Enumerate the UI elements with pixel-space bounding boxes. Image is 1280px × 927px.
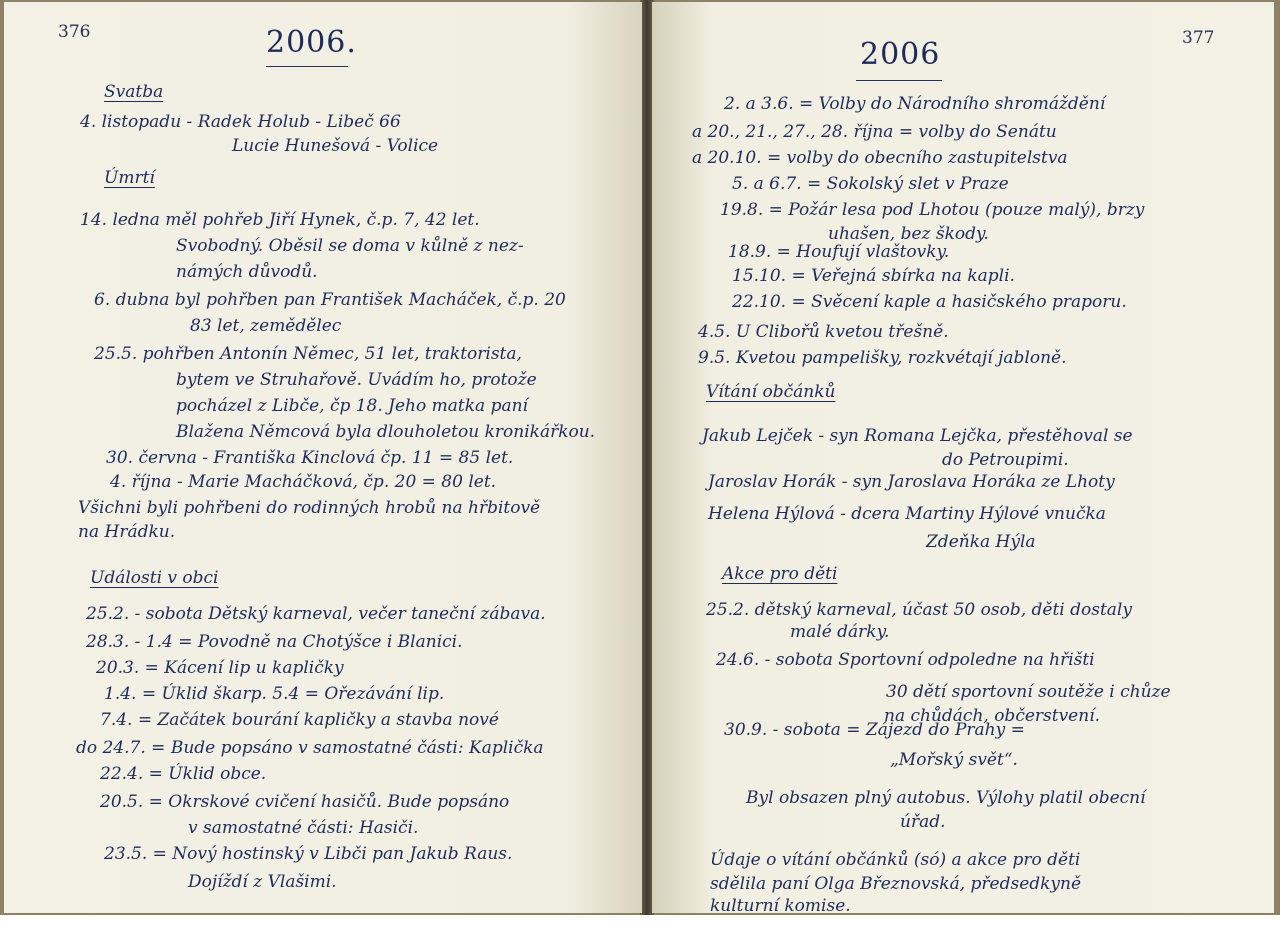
text-line: sdělila paní Olga Březnovská, předsedkyně [710,874,1082,894]
text-line: v samostatné části: Hasiči. [188,818,419,838]
text-line: 4.5. U Clibořů kvetou třešně. [698,322,949,342]
year-underline [856,80,942,81]
right-page [652,2,1274,913]
text-line: námých důvodů. [176,262,318,282]
text-line: „Mořský svět“. [890,750,1018,770]
page-number: 376 [58,22,91,42]
left-page [4,2,642,913]
text-line: 28.3. - 1.4 = Povodně na Chotýšce i Blanici. [86,632,463,652]
text-line: 30.9. - sobota = Zájezd do Prahy = [724,720,1025,740]
text-line: 15.10. = Veřejná sbírka na kapli. [732,266,1015,286]
text-line: úřad. [900,812,946,832]
text-line: uhašen, bez škody. [828,224,989,244]
page-number: 377 [1182,28,1215,48]
text-line: a 20., 21., 27., 28. října = volby do Senátu [692,122,1057,142]
text-line: 6. dubna byl pohřben pan František Macháček, č.p. 20 [94,290,566,310]
section-heading-wedding: Svatba [104,82,164,102]
text-line: 25.2. dětský karneval, účast 50 osob, děti dostaly [706,600,1132,620]
text-line: 7.4. = Začátek bourání kapličky a stavba nové [100,710,499,730]
text-line: Blažena Němcová byla dlouholetou kronikářkou. [176,422,596,442]
text-line: a 20.10. = volby do obecního zastupitelstva [692,148,1068,168]
page-year: 2006 [860,37,941,72]
text-line: na Hrádku. [78,522,176,542]
text-line: malé dárky. [790,622,890,642]
text-line: 5. a 6.7. = Sokolský slet v Praze [732,174,1009,194]
text-line: 20.3. = Kácení lip u kapličky [96,658,344,678]
text-line: 25.2. - sobota Dětský karneval, večer taneční zábava. [86,604,546,624]
text-line: 25.5. pohřben Antonín Němec, 51 let, traktorista, [94,344,522,364]
page-year: 2006. [266,25,357,60]
text-line: 1.4. = Úklid škarp. 5.4 = Ořezávání lip. [104,684,445,704]
text-line: 18.9. = Houfují vlaštovky. [728,242,950,262]
text-line: 30 dětí sportovní soutěže i chůze [886,682,1171,702]
text-line: Jakub Lejček - syn Romana Lejčka, přestěhoval se [702,426,1133,446]
text-line: 22.4. = Úklid obce. [100,764,267,784]
text-line: Byl obsazen plný autobus. Výlohy platil obecní [746,788,1146,808]
text-line: 30. června - Františka Kinclová čp. 11 = 85 let. [106,448,514,468]
text-line: Všichni byli pohřbeni do rodinných hrobů na hřbitově [78,498,541,518]
text-line: do 24.7. = Bude popsáno v samostatné části: Kaplička [76,738,544,758]
text-line: Zdeňka Hýla [926,532,1036,552]
text-line: Dojíždí z Vlašimi. [188,872,337,892]
text-line: 83 let, zemědělec [190,316,342,336]
text-line: 19.8. = Požár lesa pod Lhotou (pouze malý), brzy [720,200,1145,220]
text-line: Lucie Hunešová - Volice [232,136,439,156]
year-underline [266,66,348,67]
text-line: 4. listopadu - Radek Holub - Libeč 66 [80,112,401,132]
text-line: 9.5. Kvetou pampelišky, rozkvétají jabloně. [698,348,1067,368]
text-line: na chůdách, občerstvení. [884,706,1101,726]
text-line: 23.5. = Nový hostinský v Libči pan Jakub Raus. [104,844,513,864]
text-line: 14. ledna měl pohřeb Jiří Hynek, č.p. 7, 42 let. [80,210,480,230]
section-heading-events: Události v obci [90,568,219,588]
text-line: 24.6. - sobota Sportovní odpoledne na hřišti [716,650,1095,670]
text-line: 20.5. = Okrskové cvičení hasičů. Bude popsáno [100,792,510,812]
text-line: kulturní komise. [710,896,851,913]
text-line: do Petroupimi. [942,450,1069,470]
text-line: Jaroslav Horák - syn Jaroslava Horáka ze Lhoty [708,472,1115,492]
text-line: 22.10. = Svěcení kaple a hasičského praporu. [732,292,1127,312]
text-line: bytem ve Struhařově. Uvádím ho, protože [176,370,537,390]
section-heading-kids-events: Akce pro děti [722,564,838,584]
text-line: 4. října - Marie Macháčková, čp. 20 = 80 let. [110,472,497,492]
text-line: Helena Hýlová - dcera Martiny Hýlové vnučka [708,504,1106,524]
section-heading-deaths: Úmrtí [104,168,155,188]
text-line: Údaje o vítání občánků (só) a akce pro děti [710,850,1081,870]
section-heading-welcoming: Vítání občánků [706,382,836,402]
text-line: pocházel z Libče, čp 18. Jeho matka paní [176,396,528,416]
text-line: Svobodný. Oběsil se doma v kůlně z nez- [176,236,524,256]
text-line: 2. a 3.6. = Volby do Národního shromáždění [724,94,1106,114]
